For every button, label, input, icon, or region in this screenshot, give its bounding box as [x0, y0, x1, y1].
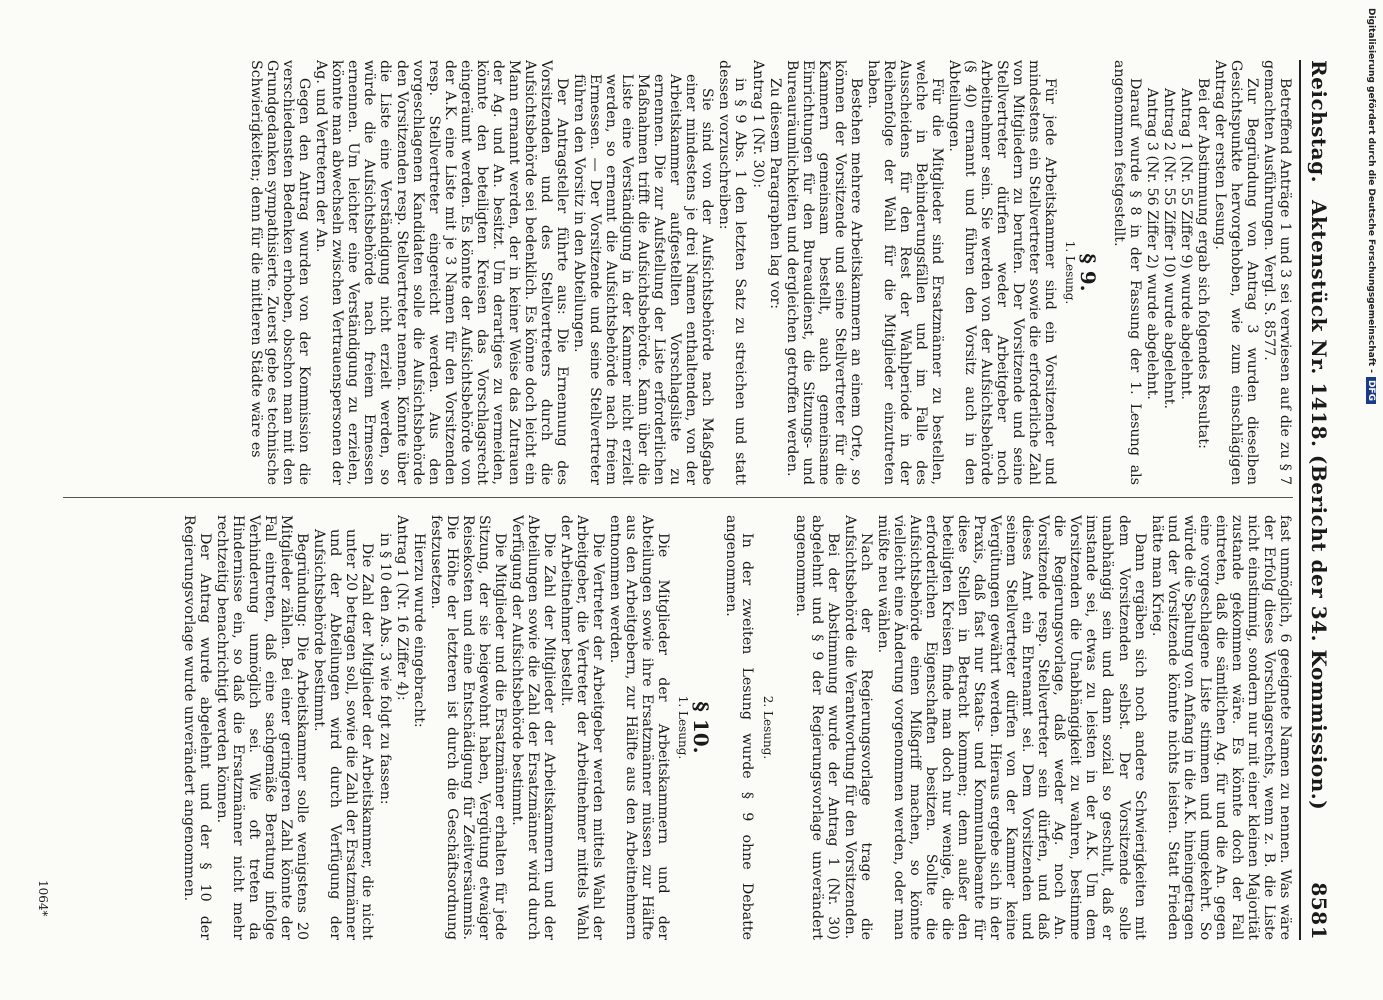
dfg-logo: DFG: [1366, 377, 1376, 404]
paragraph: Gegen den Antrag wurden von der Kommission die verschiedensten Bedenken erhoben, obschon man mit den Grundgedanken sympathisierte. Zuerst gebe es technische Schwierigkeiten; denn für die mittleren Städte wäre es: [248, 60, 313, 485]
second-reading-subheading: 2. Lesung.: [760, 695, 775, 760]
paragraph: Bestehen mehrere Arbeitskammern an einem Orte, so können der Vorsitzende und seine Stellvertreter für die Kammern gemeinsam bestellt, auch gemeinsame Einrichtungen für den Bureaudienst, die Sitzungs- und Bureauräumlichkeiten und dergleichen getroffen werden.: [783, 60, 864, 485]
paragraph: Die Zahl der Mitglieder der Arbeitskammer, die nicht unter 20 betragen soll, sowie die Zahl der Ersatzmänner und der Abteilungen wird durch Verfügung der Aufsichtsbehörde bestimmt.: [311, 529, 376, 940]
header-title: Aktenstück Nr. 1418. (Bericht der 34. Kommission.): [1307, 200, 1331, 811]
dfg-note-text: Digitalisierung gefördert durch die Deutsche Forschungsgemeinschaft -: [1366, 8, 1376, 373]
dfg-note-text-wrap: [1366, 8, 1376, 908]
paragraph: Sie sind von der Aufsichtsbehörde nach Maßgabe einer mindestens je drei Namen enthaltenden, von der Arbeitskammer aufgestellten Vorschlagsliste zu ernennen. Die zur Aufstellung der Liste erforderlichen Maßnahmen trifft die Aufsichtsbehörde. Kann über die Liste eine Verständigung in der Kammer nicht erzielt werden, so ernennt die Aufsichtsbehörde nach freiem Ermessen. — Der Vorsitzende und seine Stellvertreter führen den Vorsitz in den Abteilungen.: [571, 74, 716, 485]
section-10-subheading: 1. Lesung.: [676, 695, 691, 760]
page-header: [1299, 60, 1335, 940]
paragraph: Antrag 2 (Nr. 55 Ziffer 10) wurde abgelehnt.: [1160, 88, 1177, 409]
paragraph: Für jede Arbeitskammer sind ein Vorsitzender und mindestens ein Stellvertreter sowie die erforderliche Zahl von Mitgliedern zu berufen. Der Vorsitzende und seine Stellvertreter dürfen weder Arbeitgeber noch Arbeitnehmer sein. Sie werden von der Aufsichtsbehörde (§ 40) ernannt und führen den Vorsitz auch in den Abteilungen.: [946, 60, 1059, 485]
right-column: [53, 515, 1293, 940]
paragraph: Dann ergäben sich noch andere Schwierigkeiten mit dem Vorsitzenden selbst. Der Vorsitzende solle unabhängig sein und dann sozial so geschult, daß er imstande sei, etwas zu leisten in der A.K. Um dem Vorsitzenden die Unabhängigkeit zu wahren, bestimme die Regierungsvorlage, daß weder Ag. noch An. Vorsitzende resp. Stellvertreter sein dürfen, und daß dieses Amt ein Ehrenamt sei. Dem Vorsitzenden und seinem Stellvertreter dürfen von der Kammer keine Vergütungen gewährt werden. Hieraus ergebe sich in der Praxis, daß fast nur Staats- und Kommunalbeamte für diese Stellen in Betracht kommen; denn außer den beteiligten Kreisen finde man doch nur wenige, die die erforderlichen Eigenschaften besitzen. Sollte die Aufsichtsbehörde einen Mißgriff machen, so könnte vielleicht eine Änderung vorgenommen werden, oder man müßte neu wählen.: [874, 515, 1148, 940]
paragraph: Bei der Abstimmung wurde der Antrag 1 (Nr. 30) abgelehnt und § 9 der Regierungsvorlage unverändert angenommen.: [792, 515, 841, 940]
spacer: [776, 515, 792, 940]
paragraph: Die Vertreter der Arbeitgeber werden mittels Wahl der Arbeitgeber, die Vertreter der Arbeitnehmer mittels Wahl der Arbeitnehmer bestellt.: [558, 515, 607, 940]
paragraph: Zur Begründung von Antrag 3 wurden dieselben Gesichtspunkte hervorgehoben, wie zum einschlägigen Antrag der ersten Lesung.: [1211, 60, 1260, 485]
paragraph: Hierzu wurde eingebracht:: [410, 533, 427, 728]
paragraph: Die Zahl der Mitglieder der Arbeitskammern und der Abteilungen sowie die Zahl der Ersatzmänner wird durch Verfügung der Aufsichtsbehörde bestimmt.: [508, 515, 557, 940]
paragraph: Darauf wurde § 8 in der Fassung der 1. Lesung als angenommen festgestellt.: [1110, 60, 1143, 485]
paragraph: in § 10 den Abs. 3 wie folgt zu fassen:: [376, 533, 393, 805]
header-page-number: 8581: [1307, 882, 1331, 940]
paragraph: Bei der Abstimmung ergab sich folgendes Resultat:: [1194, 78, 1211, 449]
paragraph: Begründung: Die Arbeitskammer solle wenigstens 20 Mitglieder zählen. Bei einer geringeren Zahl könnte der Fall eintreten, daß eine sachgemäße Beratung infolge Verhinderung unmöglich sei. Wie oft treten da Hindernisse ein, so daß die Ersatzmänner nicht mehr rechtzeitig benachrichtigt werden können.: [214, 515, 311, 940]
paragraph: Antrag 3 (Nr. 56 Ziffer 2) wurde abgelehnt.: [1143, 88, 1160, 400]
rotated-document-page: [35, 0, 1335, 1000]
paragraph: fast unmöglich, 6 geeignete Namen zu nennen. Was wäre der Erfolg dieses Vorschlagsrechts, wenn z. B. die Liste nicht einstimmig, sondern nur mit einer kleinen Majorität zustande gekommen wäre. Es könnte doch der Fall eintreten, daß die sämtlichen Ag. für und die An. gegen eine vorgeschlagene Liste stimmen und umgekehrt. So würde die Spaltung von Anfang in die A.K. hineingetragen und der Vorsitzende könnte nichts leisten. Statt Frieden hätte man Krieg.: [1148, 515, 1293, 940]
column-divider: [63, 497, 1293, 498]
dfg-side-note: [1358, 8, 1376, 948]
paragraph: Antrag 1 (Nr. 30):: [749, 60, 766, 189]
paragraph: Die Mitglieder der Arbeitskammern und der Abteilungen sowie ihre Ersatzmänner müssen zur Hälfte aus den Arbeitgebern, zur Hälfte aus den Arbeitnehmern entnommen werden.: [607, 515, 672, 940]
paragraph: Nach der Regierungsvorlage trage die Aufsichtsbehörde die Verantwortung für den Vorsitzenden.: [841, 515, 874, 940]
paragraph: Betreffend Anträge 1 und 3 sei verwiesen auf die zu § 7 gemachten Ausführungen. Vergl. S. 8577.: [1260, 60, 1293, 485]
paragraph: Der Antragsteller führte aus: Die Ernennung des Vorsitzenden und des Stellvertreters durch die Aufsichtsbehörde sei bedenklich. Es könne doch leicht ein Mann ernannt werden, der in keiner Weise das Zutrauen der Ag. und An. besitzt. Um derartiges zu vermeiden, könnte den beteiligten Kreisen das Vorschlagsrecht eingeräumt werden. Es könnte der Aufsichtsbehörde von der A.K. eine Liste mit je 3 Namen für den Vorsitzenden resp. Stellvertreter eingereicht werden. Aus den vorgeschlagenen Kandidaten solle die Aufsichtsbehörde den Vorsitzenden resp. Stellvertreter nennen. Könnte über die Liste eine Verständigung nicht erzielt werden, so würde die Aufsichtsbehörde nach freiem Ermessen ernennen. Um leichter eine Verständigung zu erzielen, könnte man abwechseln zwischen Vertrauenspersonen der Ag. und Vertretern der An.: [313, 60, 570, 485]
paragraph: Antrag 1 (Nr. 55 Ziffer 9) wurde abgelehnt.: [1177, 88, 1194, 400]
paragraph: in § 9 Abs. 1 den letzten Satz zu streichen und statt dessen vorzuschreiben:: [716, 60, 749, 485]
paragraph: Antrag 1 (Nr. 16 Ziffer 4):: [393, 515, 410, 701]
paragraph: Zu diesem Paragraphen lag vor:: [766, 78, 783, 310]
paragraph: Für die Mitglieder sind Ersatzmänner zu bestellen, welche in Behinderungsfällen und im Falle des Ausscheidens für den Rest der Wahlperiode in der Reihenfolge der Wahl für die Mitglieder einzutreten haben.: [864, 60, 946, 485]
paragraph: Der Antrag wurde abgelehnt und der § 10 der Regierungsvorlage wurde unverändert angenommen.: [180, 515, 213, 940]
paragraph: In der zweiten Lesung wurde § 9 ohne Debatte angenommen.: [723, 515, 756, 940]
section-10-heading: § 10.: [689, 701, 714, 754]
section-9-subheading: 1. Lesung.: [1063, 240, 1078, 305]
header-left: Reichstag.: [1307, 60, 1331, 184]
page-mark: 1064*: [36, 880, 50, 917]
left-column: [53, 60, 1293, 485]
section-9-heading: § 9.: [1076, 253, 1101, 292]
paragraph: Die Mitglieder und die Ersatzmänner erhalten für jede Sitzung, der sie beigewohnt haben, Vergütung etwaiger Reisekosten und eine Entschädigung für Zeitversäumnis. Die Höhe der letzteren ist durch die Geschäftsordnung festzusetzen.: [427, 515, 508, 940]
